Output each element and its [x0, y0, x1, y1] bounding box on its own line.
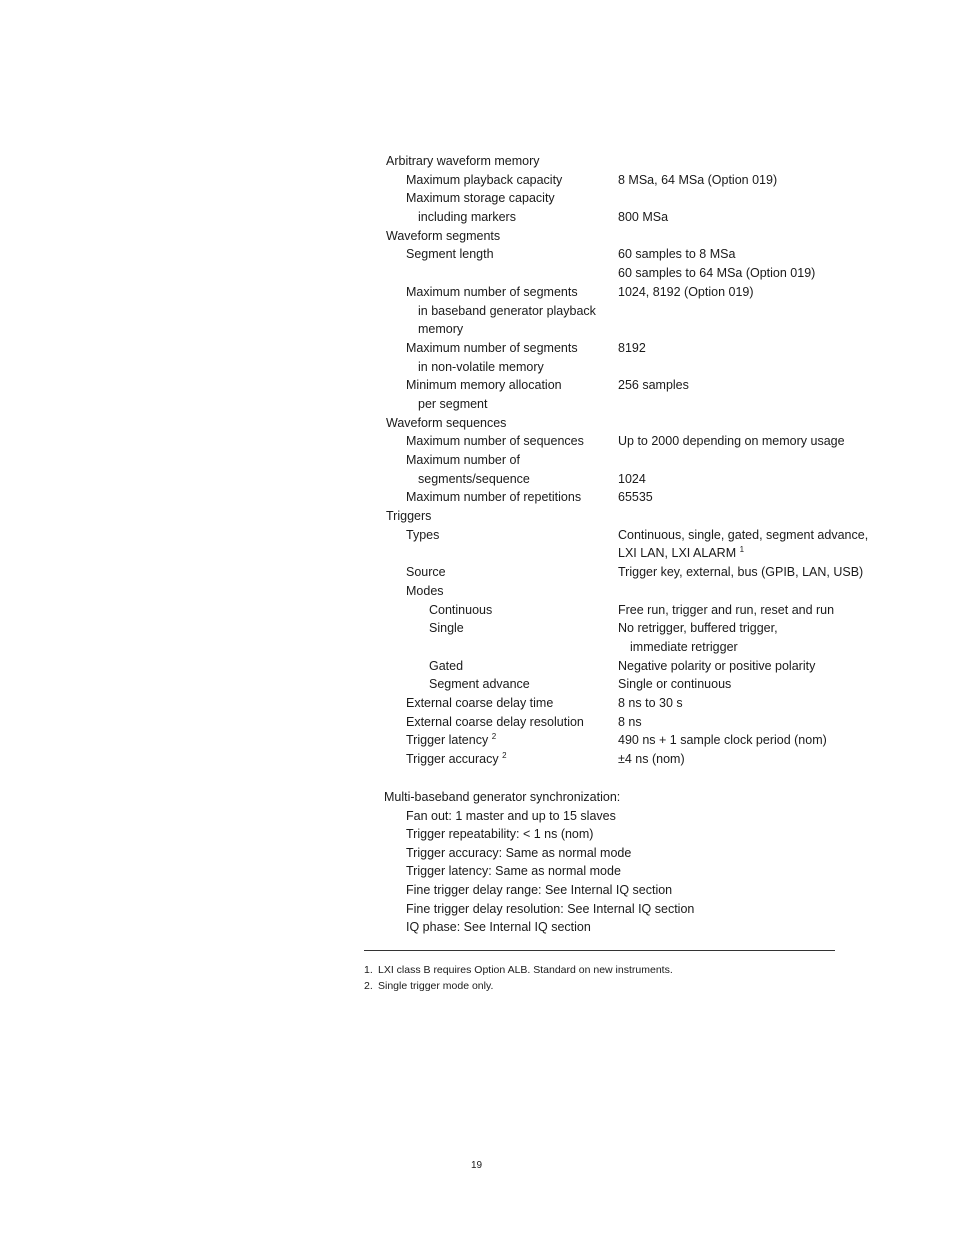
spec-row	[386, 694, 866, 713]
spec-row	[386, 713, 866, 732]
spec-value-text: 800 MSa	[618, 210, 669, 225]
spec-value-text: ±4 ns (nom)	[618, 752, 685, 766]
spec-label	[406, 376, 562, 395]
multi-sync-item-text: Fine trigger delay resolution: See Internal IQ section	[406, 901, 695, 916]
spec-label-text: Single	[429, 621, 464, 636]
spec-value	[618, 208, 668, 227]
multi-sync-item	[384, 862, 844, 881]
spec-label	[406, 283, 578, 302]
spec-label-text: Maximum number of segments	[406, 284, 578, 299]
footnote-ref: 2	[491, 732, 497, 742]
spec-value	[618, 563, 863, 582]
spec-label-text: Maximum number of sequences	[406, 434, 584, 449]
spec-row	[386, 395, 866, 414]
spec-value	[630, 638, 738, 657]
spec-label-text: External coarse delay resolution	[406, 714, 584, 729]
spec-value	[618, 731, 827, 750]
spec-value-text: immediate retrigger	[630, 639, 738, 654]
multi-sync-item-text: Fan out: 1 master and up to 15 slaves	[406, 808, 616, 823]
spec-label-text: Source	[406, 565, 446, 580]
footnote-1	[364, 963, 673, 979]
spec-label-text: Types	[406, 527, 440, 542]
spec-label-text: Maximum storage capacity	[406, 191, 555, 206]
spec-label	[406, 245, 494, 264]
spec-value	[618, 283, 754, 302]
spec-row	[386, 376, 866, 395]
spec-value	[618, 526, 868, 545]
spec-label	[406, 451, 520, 470]
spec-value-text: 8 MSa, 64 MSa (Option 019)	[618, 172, 778, 187]
spec-row	[386, 470, 866, 489]
footnote-text: LXI class B requires Option ALB. Standard on new instruments.	[378, 964, 673, 976]
spec-label-text: Trigger latency	[406, 733, 489, 748]
spec-row	[386, 320, 866, 339]
multi-sync-item	[384, 807, 844, 826]
spec-value-text: 1024, 8192 (Option 019)	[618, 284, 754, 299]
spec-value-text: Negative polarity or positive polarity	[618, 658, 816, 673]
spec-value-text: 1024	[618, 471, 646, 486]
spec-label	[418, 470, 530, 489]
spec-label-text: Segment length	[406, 247, 494, 262]
spec-label	[418, 302, 596, 321]
spec-label-text: Maximum number of	[406, 453, 520, 467]
spec-row	[386, 302, 866, 321]
spec-value-text: 8192	[618, 340, 646, 355]
spec-value-text: Trigger key, external, bus (GPIB, LAN, USB)	[618, 565, 864, 580]
spec-table	[386, 152, 869, 769]
spec-row	[386, 563, 866, 582]
spec-label-text: Minimum memory allocation	[406, 378, 562, 393]
spec-row	[386, 414, 866, 433]
spec-label-text: memory	[418, 322, 464, 337]
spec-label-text: Maximum number of segments	[406, 340, 578, 355]
spec-label-text: segments/sequence	[418, 471, 530, 486]
spec-label	[429, 657, 463, 676]
spec-value	[618, 339, 646, 358]
spec-label	[418, 395, 487, 414]
spec-label	[429, 619, 464, 638]
multi-sync-heading-row	[384, 788, 844, 807]
spec-label-text: Triggers	[386, 509, 432, 524]
spec-value	[618, 544, 744, 563]
footnote-text: Single trigger mode only.	[378, 979, 494, 992]
spec-label	[406, 189, 555, 208]
footnote-2	[364, 979, 673, 995]
footnote-number: 1.	[364, 964, 373, 976]
spec-label-text: Arbitrary waveform memory	[386, 154, 540, 168]
multi-sync-item	[384, 825, 844, 844]
spec-value	[618, 750, 685, 769]
spec-row	[386, 432, 866, 451]
spec-row	[386, 152, 866, 171]
spec-row	[386, 171, 866, 190]
spec-label-text: Trigger accuracy	[406, 752, 499, 766]
spec-value-text: 60 samples to 64 MSa (Option 019)	[618, 266, 816, 281]
spec-row	[386, 675, 866, 694]
spec-label	[418, 208, 516, 227]
spec-label	[406, 750, 507, 769]
spec-value	[618, 488, 653, 507]
spec-label	[406, 432, 584, 451]
spec-label	[418, 358, 544, 377]
spec-row	[386, 339, 866, 358]
spec-value	[618, 713, 642, 732]
spec-value-text: Free run, trigger and run, reset and run	[618, 602, 835, 617]
spec-row	[386, 488, 866, 507]
spec-label	[406, 526, 439, 545]
spec-value	[618, 675, 731, 694]
spec-label-text: including markers	[418, 210, 516, 225]
spec-label	[429, 675, 530, 694]
spec-label	[386, 227, 500, 246]
spec-label	[406, 694, 553, 713]
spec-label-text: Waveform segments	[386, 228, 501, 243]
multi-sync-item-text: Trigger latency: Same as normal mode	[406, 864, 621, 879]
spec-value-text: 60 samples to 8 MSa	[618, 247, 736, 262]
multi-sync-item	[384, 918, 844, 937]
footnote-ref: 1	[739, 545, 745, 555]
spec-row	[386, 245, 866, 264]
spec-label-text: Maximum playback capacity	[406, 172, 563, 187]
spec-label-text: in baseband generator playback	[418, 303, 596, 318]
spec-row	[386, 731, 866, 750]
spec-value	[618, 432, 845, 451]
spec-label-text: External coarse delay time	[406, 695, 554, 710]
spec-label	[418, 320, 463, 339]
spec-value-text: Continuous, single, gated, segment advance,	[618, 527, 869, 542]
spec-value	[618, 171, 777, 190]
spec-label	[386, 152, 540, 171]
multi-sync-item-text: Trigger repeatability: < 1 ns (nom)	[406, 827, 594, 842]
page-number: 19	[471, 1160, 483, 1171]
spec-label	[386, 507, 431, 526]
spec-row	[386, 451, 866, 470]
spec-row	[386, 638, 866, 657]
multi-sync-item-text: IQ phase: See Internal IQ section	[406, 920, 591, 935]
spec-label-text: in non-volatile memory	[418, 359, 544, 374]
spec-value-text: Single or continuous	[618, 677, 732, 692]
spec-row	[386, 358, 866, 377]
spec-row	[386, 208, 866, 227]
spec-value	[618, 619, 778, 638]
multi-sync-item	[384, 844, 844, 863]
spec-label	[406, 582, 444, 601]
spec-value-text: LXI LAN, LXI ALARM	[618, 546, 737, 561]
spec-label-text: Maximum number of repetitions	[406, 490, 582, 505]
spec-label	[406, 488, 581, 507]
spec-value-text: 256 samples	[618, 378, 689, 393]
spec-row	[386, 750, 866, 769]
spec-label	[406, 731, 496, 750]
multi-sync-item	[384, 900, 844, 919]
spec-label	[406, 713, 584, 732]
footnote-number: 2.	[364, 979, 373, 992]
spec-label-text: Waveform sequences	[386, 415, 507, 430]
spec-value	[618, 376, 689, 395]
spec-row	[386, 619, 866, 638]
spec-row	[386, 526, 869, 545]
spec-value	[618, 264, 815, 283]
spec-row	[386, 189, 866, 208]
spec-row	[386, 507, 866, 526]
footnote-ref: 2	[502, 751, 507, 760]
multi-sync-item-text: Trigger accuracy: Same as normal mode	[406, 845, 632, 860]
spec-label-text: Continuous	[429, 602, 493, 617]
spec-value-text: 8 ns	[618, 714, 642, 729]
spec-row	[386, 544, 866, 563]
footnotes	[364, 963, 673, 994]
multi-sync-heading: Multi-baseband generator synchronization:	[384, 790, 621, 804]
spec-label-text: per segment	[418, 396, 488, 411]
spec-label	[429, 601, 492, 620]
footnote-divider	[364, 950, 835, 951]
spec-value-text: No retrigger, buffered trigger,	[618, 621, 778, 636]
multi-sync-item	[384, 881, 844, 900]
spec-row	[386, 283, 866, 302]
spec-value	[618, 694, 683, 713]
spec-value	[618, 601, 834, 620]
multi-sync-section	[384, 788, 844, 937]
multi-sync-item-text: Fine trigger delay range: See Internal IQ section	[406, 882, 673, 897]
spec-row	[386, 657, 866, 676]
spec-label-text: Segment advance	[429, 677, 530, 692]
spec-label	[406, 563, 446, 582]
spec-row	[386, 582, 866, 601]
spec-value-text: Up to 2000 depending on memory usage	[618, 434, 845, 449]
spec-value-text: 490 ns + 1 sample clock period (nom)	[618, 733, 827, 748]
spec-row	[386, 601, 866, 620]
spec-label	[406, 339, 578, 358]
spec-value	[618, 245, 735, 264]
spec-value	[618, 657, 815, 676]
spec-label	[406, 171, 562, 190]
spec-row	[386, 227, 866, 246]
spec-row	[386, 264, 866, 283]
spec-label	[386, 414, 506, 433]
spec-label-text: Gated	[429, 658, 464, 673]
spec-label-text: Modes	[406, 583, 444, 598]
spec-value-text: 65535	[618, 490, 653, 505]
spec-value	[618, 470, 646, 489]
spec-value-text: 8 ns to 30 s	[618, 695, 683, 710]
